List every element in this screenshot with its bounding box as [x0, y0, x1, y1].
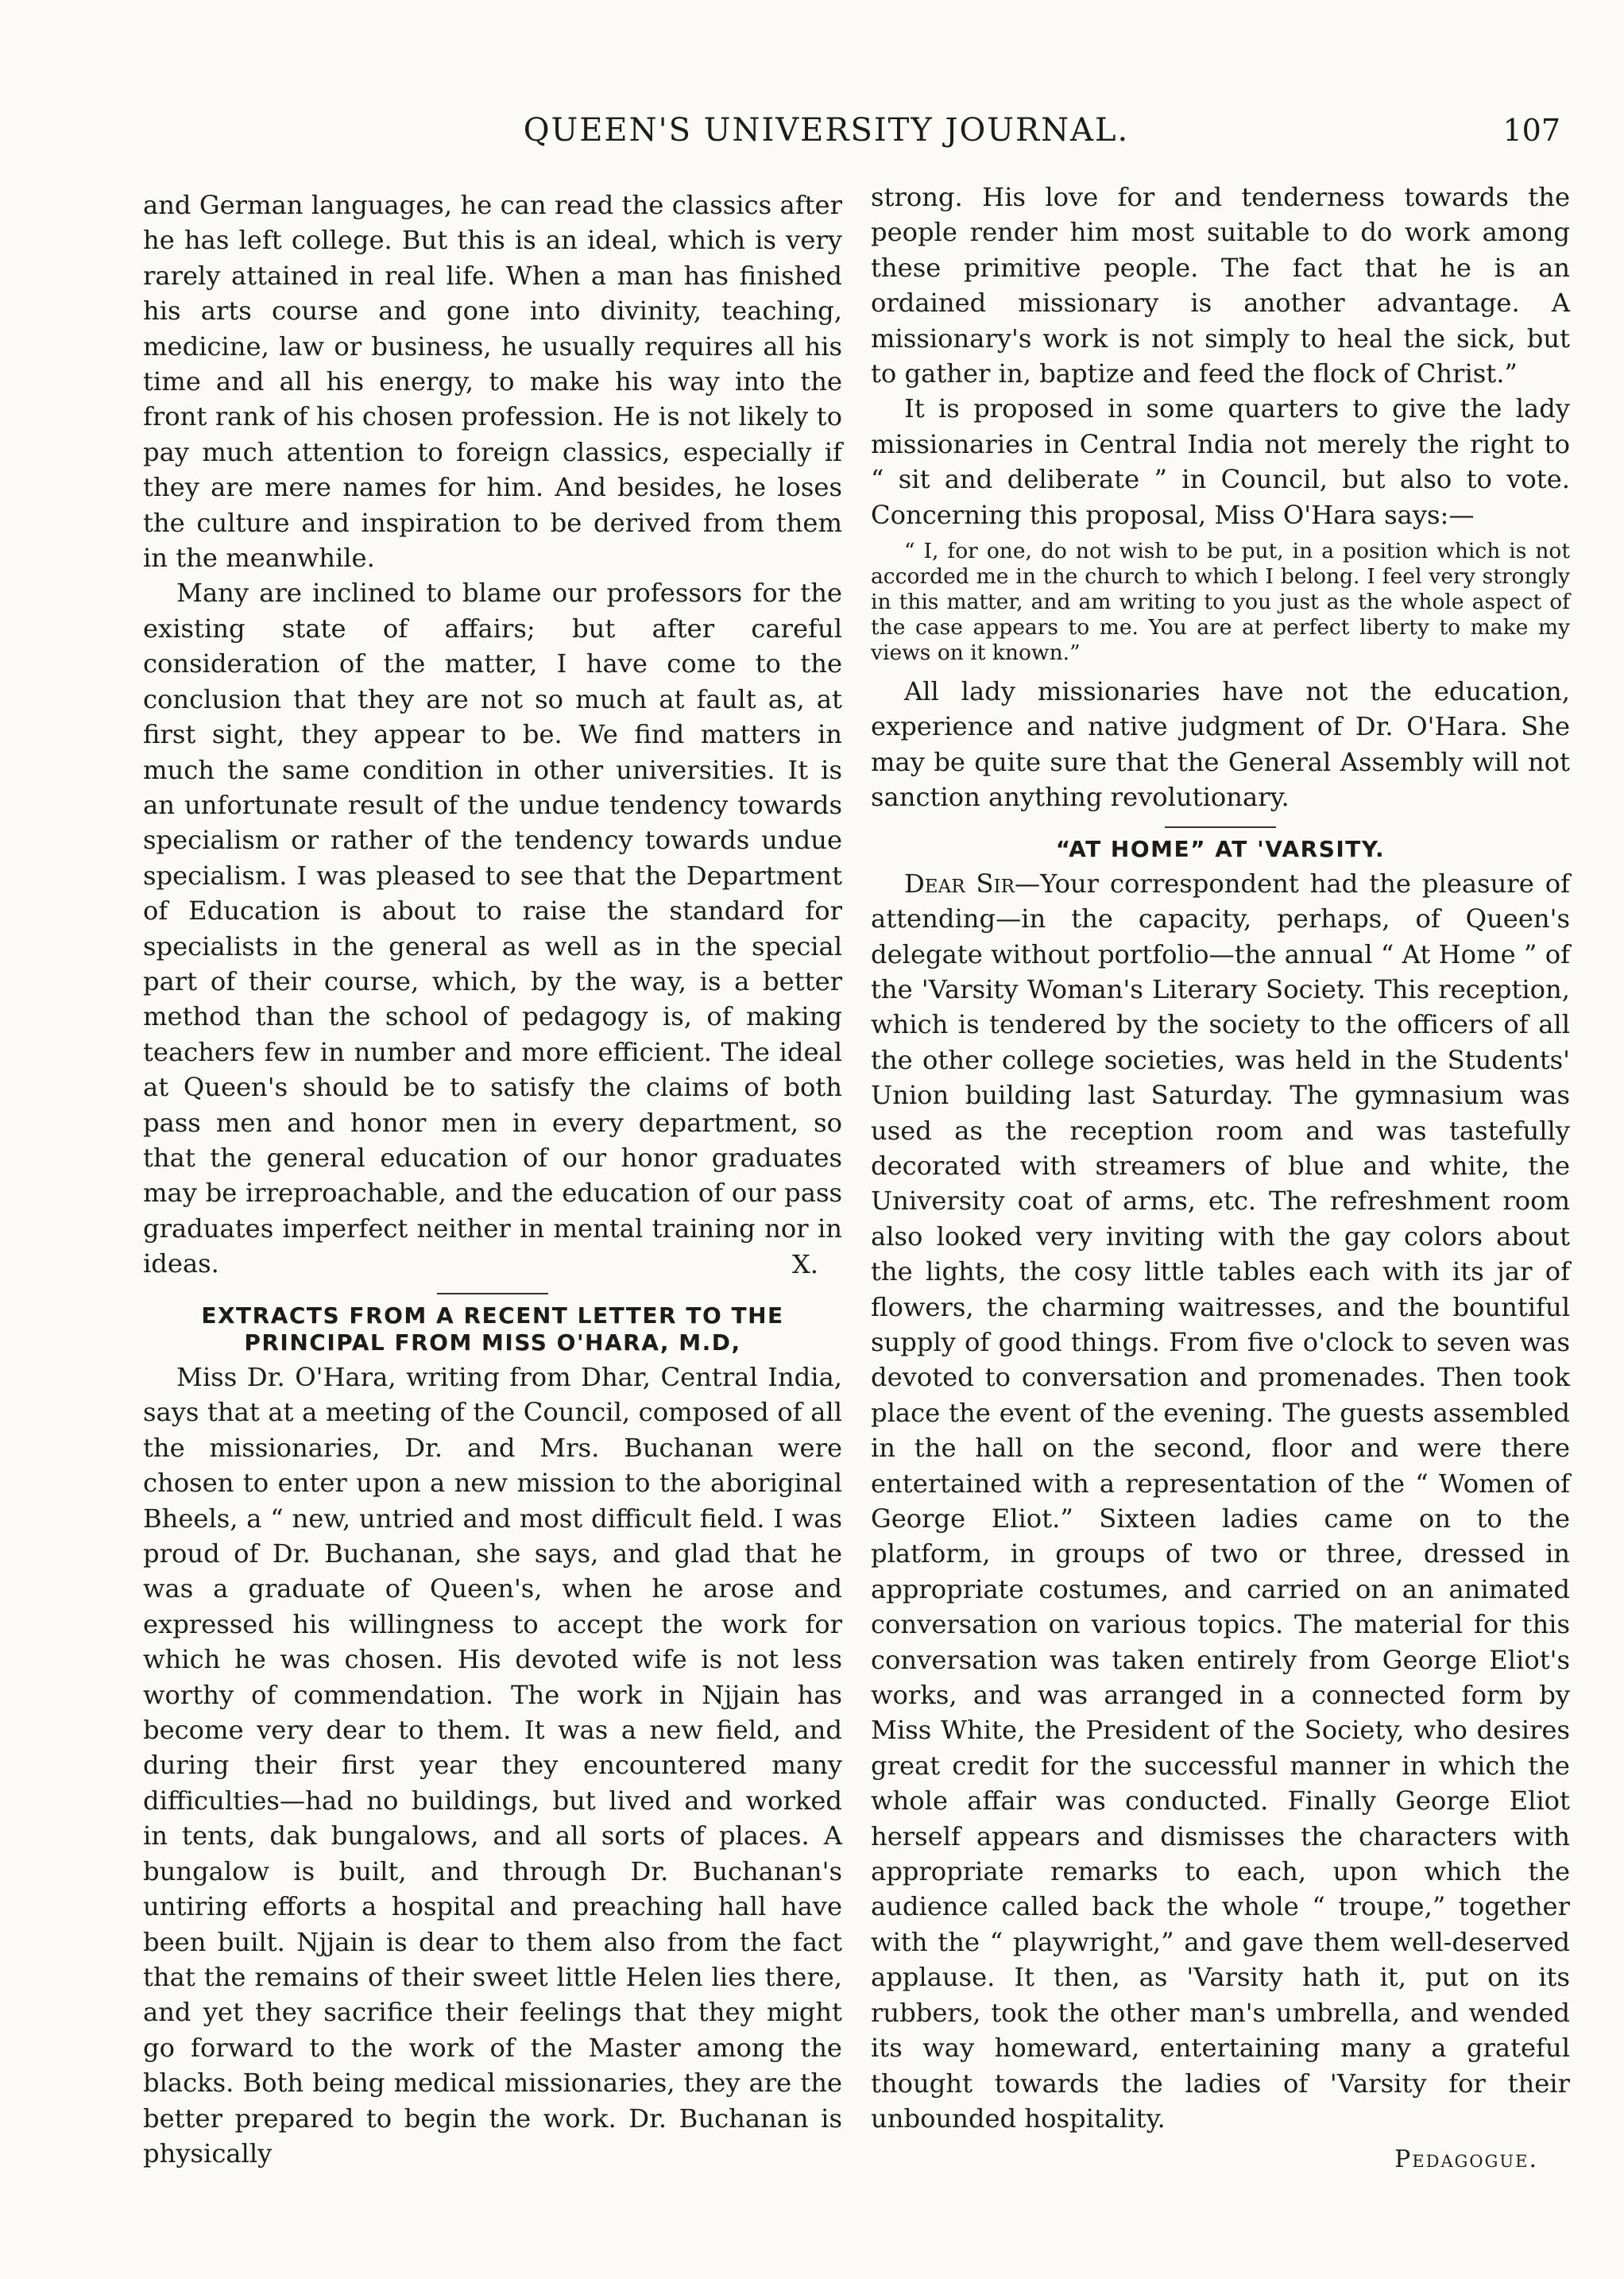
running-head: QUEEN'S UNIVERSITY JOURNAL. [523, 112, 1130, 149]
left-column [143, 188, 842, 2171]
letter-body: —Your correspondent had the pleasure of attending—in the capacity, perhaps, of Queen's delegate without portfolio—the annual “ At Home ” of the 'Varsity Woman's Literary Society. This reception, which is tendered by the society to the officers of all the other college societies, was held in the Students' Union building last Saturday. The gymnasium was used as the reception room and was tastefully decorated with streamers of blue and white, the University coat of arms, etc. The refreshment room also looked very inviting with the gay colors about the lights, the cosy little tables each with its jar of flowers, the charming waitresses, and the bountiful supply of good things. From five o'clock to seven was devoted to conversation and promenades. Then took place the event of the evening. The guests assembled in the hall on the second, floor and were there entertained with a representation of the “ Women of George Eliot.” Sixteen ladies came on to the platform, in groups of two or three, dressed in appropriate costumes, and carried on an animated conversation on various topics. The material for this conversation was taken entirely from George Eliot's works, and was arranged in a connected form by Miss White, the President of the Society, who desires great credit for the successful manner in which the whole affair was conducted. Finally George Eliot herself appears and dismisses the characters with appropriate remarks to each, upon which the audience called back the whole “ troupe,” together with the “ playwright,” and gave them well-deserved applause. It then, as 'Varsity hath it, put on its rubbers, took the other man's umbrella, and wended its way homeward, entertaining many a grateful thought towards the ladies of 'Varsity for their unbounded hospitality. [871, 868, 1570, 2134]
right-column [871, 180, 1570, 2178]
right-paragraph-1: strong. His love for and tenderness towards the people render him most suitable to do work among these primitive people. The fact that he is an ordained missionary is another advantage. A missionary's work is not simply to heal the sick, but to gather in, baptize and feed the flock of Christ.” [871, 182, 1570, 389]
quoted-letter: “ I, for one, do not wish to be put, in a position which is not accorded me in the church to which I belong. I feel very strongly in this matter, and am writing to you just as the whole aspect of the case appears to me. You are at perfect liberty to make my views on it known.” [871, 539, 1570, 666]
left-paragraph-2: Many are inclined to blame our professors for the existing state of affairs; but after careful consideration of the matter, I have come to the conclusion that they are not so much at fault as, at first sight, they appear to be. We find matters in much the same condition in other universities. It is an unfortunate result of the undue tendency towards specialism or rather of the tendency towards undue specialism. I was pleased to see that the Department of Education is about to raise the standard for specialists in the general as well as in the special part of their course, which, by the way, is a better method than the school of pedagogy is, of making teachers few in number and more efficient. The ideal at Queen's should be to satisfy the claims of both pass men and honor men in every department, so that the general education of our honor graduates may be irreproachable, and the education of our pass graduates imperfect neither in mental training nor in ideas. [143, 578, 842, 1279]
author-initial: X. [791, 1248, 818, 1279]
left-paragraph-3: Miss Dr. O'Hara, writing from Dhar, Central India, says that at a meeting of the Council, composed of all the missionaries, Dr. and Mrs. Buchanan were chosen to enter upon a new mission to the aboriginal Bheels, a “ new, untried and most difficult field. I was proud of Dr. Buchanan, she says, and glad that he was a graduate of Queen's, when he arose and expressed his willingness to accept the work for which he was chosen. His devoted wife is not less worthy of commendation. The work in Njjain has become very dear to them. It was a new field, and during their first year they encountered many difficulties—had no buildings, but lived and worked in tents, dak bungalows, and all sorts of places. A bungalow is built, and through Dr. Buchanan's untiring efforts a hospital and preaching hall have been built. Njjain is dear to them also from the fact that the remains of their sweet little Helen lies there, and yet they sacrifice their feelings that they might go forward to the work of the Master among the blacks. Both being medical missionaries, they are the better prepared to begin the work. Dr. Buchanan is physically [143, 1362, 842, 2169]
section-divider [437, 1293, 548, 1294]
section-heading-extracts: EXTRACTS FROM A RECENT LETTER TO THE PRINCIPAL FROM MISS O'HARA, M.D, [201, 1302, 784, 1356]
right-paragraph-2: It is proposed in some quarters to give the lady missionaries in Central India not merely the right to “ sit and deliberate ” in Council, but also to vote. Concerning this proposal, Miss O'Hara says:— [871, 393, 1570, 530]
right-paragraph-3: All lady missionaries have not the education, experience and native judgment of Dr. O'Hara. She may be quite sure that the General Assembly will not sanction anything revolutionary. [871, 676, 1570, 813]
section-divider [1165, 826, 1276, 828]
left-paragraph-1: and German languages, he can read the classics after he has left college. But this is an ideal, which is very rarely attained in real life. When a man has finished his arts course and gone into divinity, teaching, medicine, law or business, he usually requires all his time and all his energy, to make his way into the front rank of his chosen profession. He is not likely to pay much attention to foreign classics, especially if they are mere names for him. And besides, he loses the culture and inspiration to be derived from them in the meanwhile. [143, 190, 842, 574]
salutation: Dear Sir [904, 868, 1015, 899]
section-heading-at-home: “AT HOME” AT 'VARSITY. [1055, 835, 1386, 862]
page-number: 107 [1502, 113, 1560, 148]
signature-pedagogue: Pedagogue. [1394, 2146, 1538, 2174]
right-paragraph-4 [871, 866, 1570, 2137]
